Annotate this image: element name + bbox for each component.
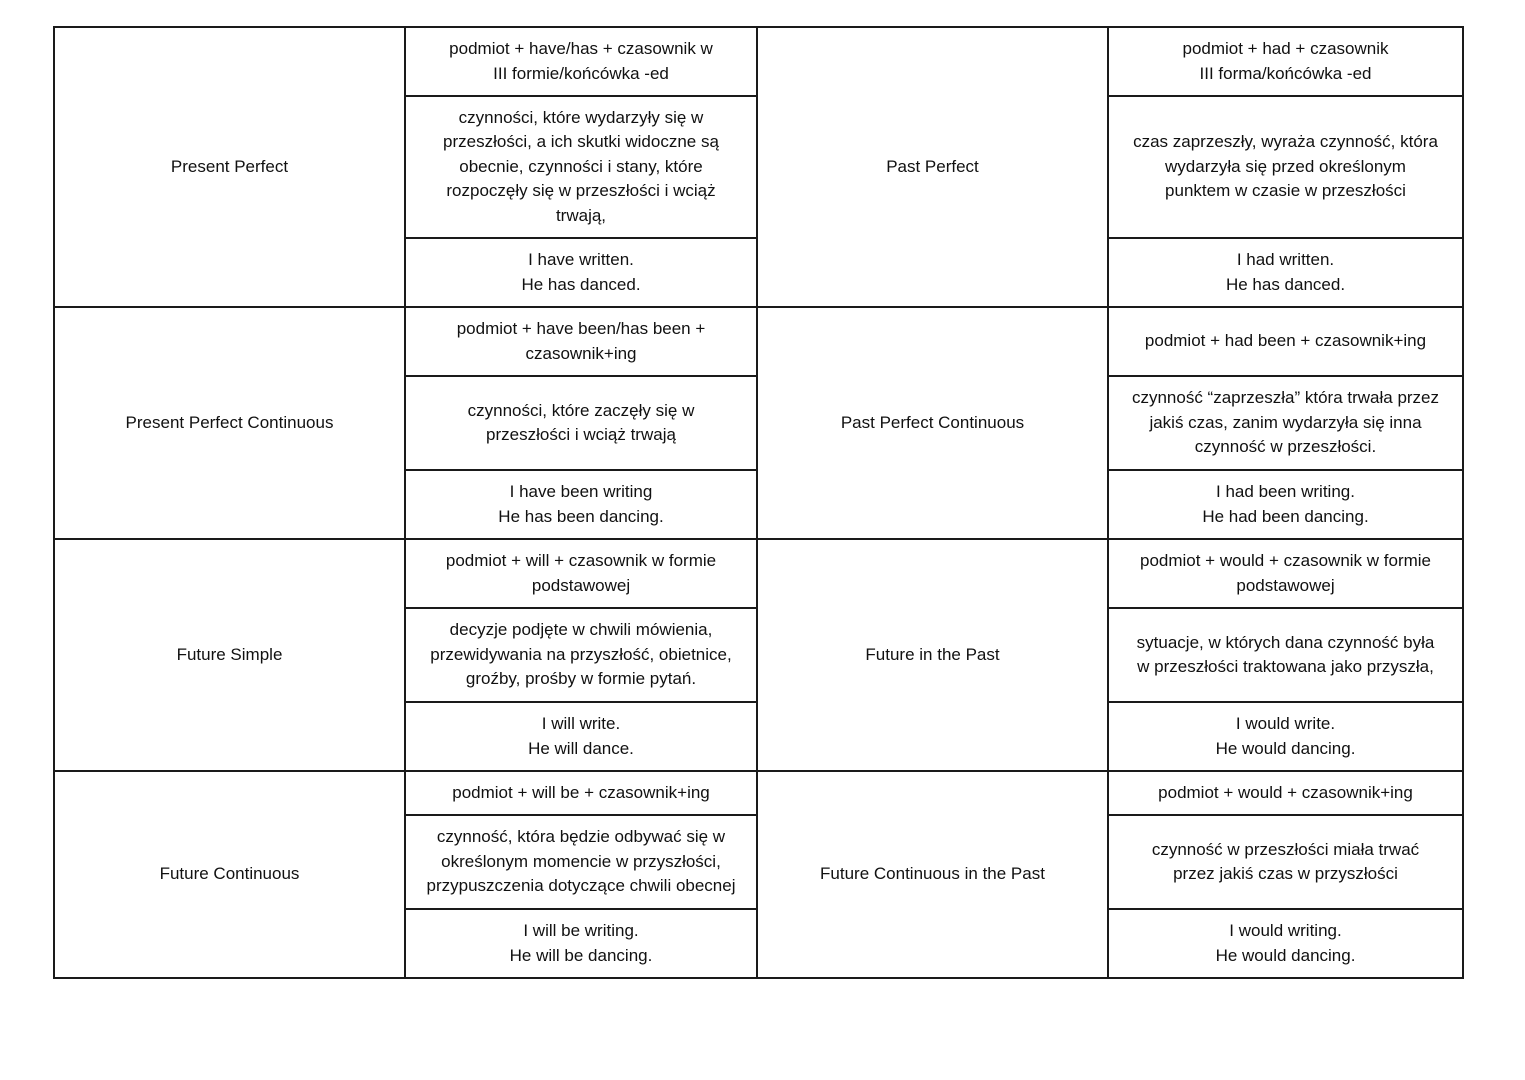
tense-example: I have written. He has danced. [521, 250, 641, 294]
tense-table [53, 26, 1464, 979]
tense-structure: podmiot + will + czasownik w formie podstawowej [445, 551, 717, 595]
tense-structure: podmiot + had been + czasownik+ing [1144, 331, 1427, 351]
example-cell [1108, 909, 1463, 978]
example-cell [1108, 238, 1463, 307]
tense-name: Past Perfect [886, 156, 979, 176]
tense-usage: czynności, które zaczęły się w przeszłości i wciąż trwają [467, 400, 695, 444]
table-row [54, 771, 1463, 815]
structure-cell [1108, 27, 1463, 96]
structure-cell [405, 27, 757, 96]
tense-example: I would write. He would dancing. [1215, 714, 1356, 758]
structure-cell [1108, 539, 1463, 608]
table-row [54, 539, 1463, 608]
tense-structure: podmiot + have/has + czasownik w III formie/końcówka -ed [449, 39, 713, 83]
tense-example: I will write. He will dance. [528, 714, 634, 758]
table-row [54, 307, 1463, 376]
structure-cell [1108, 307, 1463, 376]
tense-name: Future in the Past [865, 644, 1000, 664]
structure-cell [1108, 771, 1463, 815]
tense-name-cell [757, 307, 1108, 539]
tense-structure: podmiot + had + czasownik III forma/końcówka -ed [1182, 39, 1389, 83]
example-cell [1108, 702, 1463, 771]
tense-name-cell [54, 771, 405, 978]
tense-name: Past Perfect Continuous [840, 412, 1025, 432]
tense-structure: podmiot + would + czasownik+ing [1158, 782, 1413, 802]
tense-name-cell [54, 27, 405, 307]
usage-cell [1108, 815, 1463, 909]
tense-usage: decyzje podjęte w chwili mówienia, przewidywania na przyszłość, obietnice, groźby, prośby w formie pytań. [430, 620, 732, 689]
example-cell [405, 238, 757, 307]
structure-cell [405, 771, 757, 815]
usage-cell [1108, 96, 1463, 238]
usage-cell [405, 608, 757, 702]
tense-name: Future Continuous in the Past [820, 864, 1045, 884]
example-cell [405, 909, 757, 978]
usage-cell [1108, 376, 1463, 470]
tense-name: Future Continuous [159, 864, 300, 884]
tense-name-cell [757, 771, 1108, 978]
usage-cell [405, 96, 757, 238]
tense-structure: podmiot + have been/has been + czasownik+ing [456, 319, 706, 363]
tense-example: I had written. He has danced. [1225, 250, 1346, 294]
tense-example: I will be writing. He will be dancing. [509, 921, 653, 965]
tense-name: Future Simple [176, 644, 283, 664]
tense-name-cell [757, 539, 1108, 771]
tense-name-cell [757, 27, 1108, 307]
table-row [54, 27, 1463, 96]
tense-name-cell [54, 539, 405, 771]
tense-structure: podmiot + would + czasownik w formie podstawowej [1139, 551, 1432, 595]
example-cell [405, 470, 757, 539]
tense-example: I had been writing. He had been dancing. [1202, 482, 1369, 526]
usage-cell [1108, 608, 1463, 702]
tense-usage: czas zaprzeszły, wyraża czynność, która wydarzyła się przed określonym punktem w czasie w przeszłości [1133, 132, 1438, 201]
tense-name-cell [54, 307, 405, 539]
tense-usage: sytuacje, w których dana czynność była w przeszłości traktowana jako przyszła, [1136, 632, 1435, 676]
tense-usage: czynności, które wydarzyły się w przeszłości, a ich skutki widoczne są obecnie, czynności i stany, które rozpoczęły się w przeszłości i wciąż trwają, [443, 107, 719, 225]
tense-example: I have been writing He has been dancing. [498, 482, 664, 526]
structure-cell [405, 539, 757, 608]
tense-name: Present Perfect [170, 156, 289, 176]
example-cell [405, 702, 757, 771]
tense-usage: czynność “zaprzeszła” która trwała przez jakiś czas, zanim wydarzyła się inna czynność w przeszłości. [1131, 388, 1440, 457]
tense-usage: czynność, która będzie odbywać się w określonym momencie w przyszłości, przypuszczenia dotyczące chwili obecnej [426, 827, 736, 896]
usage-cell [405, 376, 757, 470]
tense-example: I would writing. He would dancing. [1215, 921, 1356, 965]
tense-name: Present Perfect Continuous [125, 412, 334, 432]
usage-cell [405, 815, 757, 909]
tense-usage: czynność w przeszłości miała trwać przez jakiś czas w przyszłości [1151, 839, 1420, 883]
example-cell [1108, 470, 1463, 539]
tense-structure: podmiot + will be + czasownik+ing [452, 782, 710, 802]
structure-cell [405, 307, 757, 376]
